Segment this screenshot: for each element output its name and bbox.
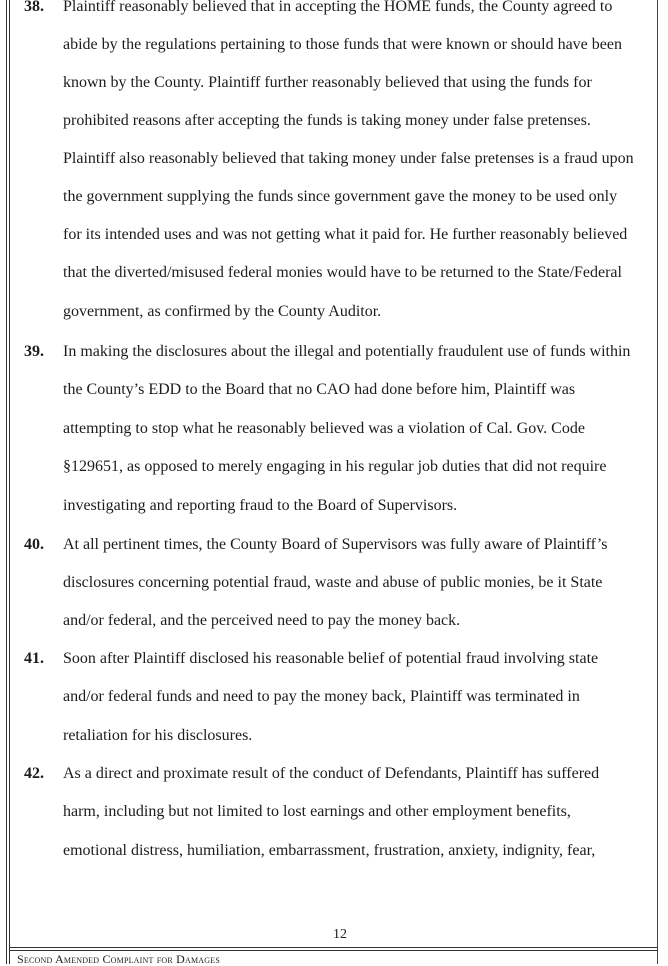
text-line: that the diverted/misused federal monies would have to be returned to the State/Federal <box>63 264 622 281</box>
text-line: abide by the regulations pertaining to those funds that were known or should have been <box>63 36 622 53</box>
text-line: known by the County. Plaintiff further reasonably believed that using the funds for <box>63 74 592 91</box>
text-line: emotional distress, humiliation, embarrassment, frustration, anxiety, indignity, fear, <box>63 842 596 859</box>
left-margin-rule-inner <box>9 0 10 964</box>
footer-rule <box>10 947 657 948</box>
text-line: government, as confirmed by the County Auditor. <box>63 303 382 320</box>
text-line: Plaintiff reasonably believed that in accepting the HOME funds, the County agreed to <box>63 0 613 15</box>
text-line: §129651, as opposed to merely engaging in his regular job duties that did not require <box>63 458 607 475</box>
footer-document-title: Second Amended Complaint for Damages <box>17 952 220 966</box>
text-line: and/or federal funds and need to pay the money back, Plaintiff was terminated in <box>63 688 580 705</box>
text-line: In making the disclosures about the illegal and potentially fraudulent use of funds within <box>63 343 631 360</box>
text-line: Plaintiff also reasonably believed that taking money under false pretenses is a fraud upon <box>63 150 634 167</box>
text-line: As a direct and proximate result of the conduct of Defendants, Plaintiff has suffered <box>63 765 600 782</box>
left-margin-rule <box>6 0 7 964</box>
text-line: and/or federal, and the perceived need to pay the money back. <box>63 612 461 629</box>
paragraph-number: 39. <box>24 343 44 360</box>
text-line: the County’s EDD to the Board that no CAO had done before him, Plaintiff was <box>63 381 576 398</box>
text-line: At all pertinent times, the County Board of Supervisors was fully aware of Plaintiff’s <box>63 536 608 553</box>
text-line: harm, including but not limited to lost earnings and other employment benefits, <box>63 803 571 820</box>
text-line: for its intended uses and was not getting what it paid for. He further reasonably believed <box>63 226 628 243</box>
text-line: prohibited reasons after accepting the funds is taking money under false pretenses. <box>63 112 591 129</box>
right-margin-rule <box>657 0 658 964</box>
text-line: attempting to stop what he reasonably believed was a violation of Cal. Gov. Code <box>63 420 585 437</box>
paragraph-number: 40. <box>24 536 44 553</box>
paragraph-number: 42. <box>24 765 44 782</box>
text-line: disclosures concerning potential fraud, waste and abuse of public monies, be it State <box>63 574 603 591</box>
paragraph-number: 38. <box>24 0 44 15</box>
text-line: retaliation for his disclosures. <box>63 727 253 744</box>
text-line: investigating and reporting fraud to the Board of Supervisors. <box>63 497 458 514</box>
text-line: the government supplying the funds since government gave the money to be used only <box>63 188 618 205</box>
footer-rule-secondary <box>10 950 657 951</box>
page-number: 12 <box>333 927 347 942</box>
text-line: Soon after Plaintiff disclosed his reasonable belief of potential fraud involving state <box>63 650 599 667</box>
paragraph-number: 41. <box>24 650 44 667</box>
